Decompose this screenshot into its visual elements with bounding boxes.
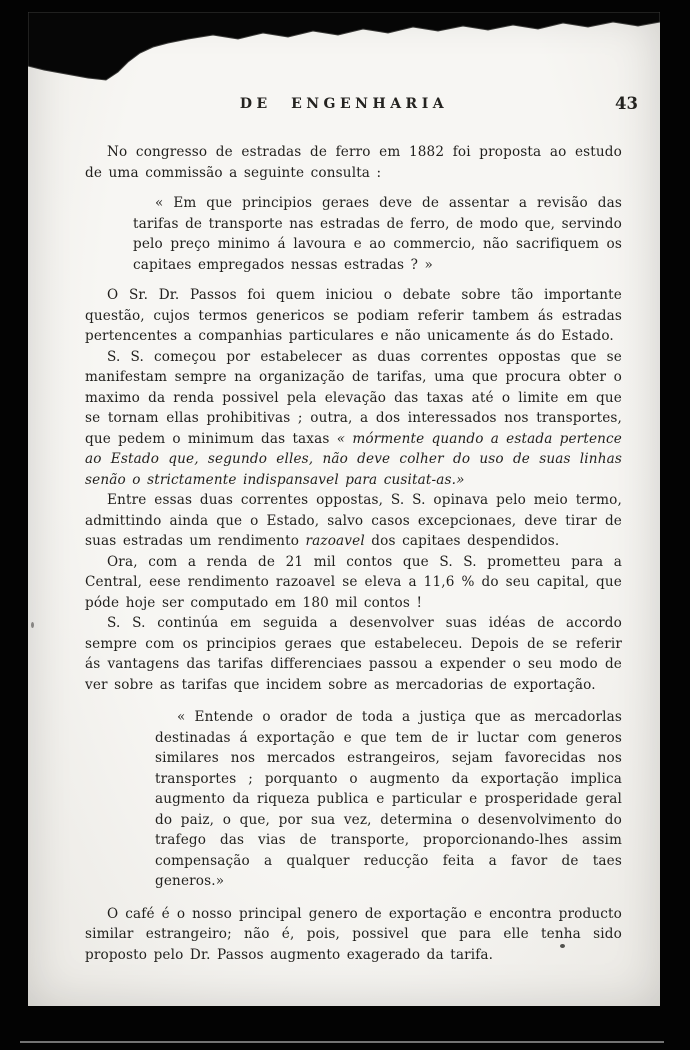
- quote-consulta: « Em que principios geraes deve de assentar a revisão das tarifas de transporte nas estradas de ferro, de modo que, servindo pelo preço minimo á lavoura e ao commercio, não sacrifiquem os capitaes empregados nessas estradas ? »: [133, 195, 622, 273]
- text-segment: dos capitaes despendidos.: [364, 533, 560, 549]
- scan-speck: [560, 944, 565, 948]
- paragraph-dr-passos: O Sr. Dr. Passos foi quem iniciou o debate sobre tão importante questão, cujos termos genericos se podiam referir tambem ás estradas pertencentes a companhias particulares e não unicamente ás do Estado.: [85, 287, 622, 344]
- paragraph-renda: Ora, com a renda de 21 mil contos que S. S. prometteu para a Central, eese rendimento razoavel se eleva a 11,6 % do seu capital, que póde hoje ser computado em 180 mil contos !: [85, 553, 622, 611]
- text-segment-italic: razoavel: [305, 533, 365, 549]
- paragraph-congresso: No congresso de estradas de ferro em 1882 foi proposta ao estudo de uma commissão a seguinte consulta :: [85, 144, 622, 181]
- quote-orador: « Entende o orador de toda a justiça que as mercadorlas destinadas á exportação e que tem de ir luctar com generos similares nos mercados estrangeiros, sejam favorecidas nos transportes ; porquanto o augmento da exportação implica augmento da riqueza publica e particular e prosperidade geral do paiz, o que, por sua vez, determina o desenvolvimento do trafego das vias de transporte, proporcionando-lhes assim compensação a qualquer reducção feita a favor de taes generos.»: [155, 709, 622, 889]
- page-header: [28, 96, 660, 118]
- text-segment-italic: « mórmente quando a estada pertence ao Estado que, segundo elles, não deve colher do uso de suas linhas senão o strictamente indispansavel para cusitat-as.»: [85, 430, 623, 488]
- text-segment: S. S. começou por estabelecer as duas correntes oppostas que se manifestam sempre na organização de tarifas, uma que procura obter o maximo da renda possivel pela elevação das taxas até o limite em que se tornam ellas prohibitivas ; outra, a dos interessados nos transportes, que pedem o minimum das taxas: [85, 348, 622, 447]
- scan-speck: [31, 622, 34, 628]
- journal-title: DE ENGENHARIA: [239, 96, 449, 112]
- paragraph-ideias: S. S. continúa em seguida a desenvolver suas idéas de accordo sempre com os principios geraes que estabeleceu. Depois de se referir ás vantagens das tarifas differenciaes passou a expender o seu modo de ver sobre as tarifas que incidem sobre as mercadorias de exportação.: [85, 615, 622, 693]
- paragraph-correntes: [85, 347, 622, 491]
- paragraph-cafe: O café é o nosso principal genero de exportação e encontra producto similar estrangeiro; não é, pois, possivel que para elle tenha sido proposto pelo Dr. Passos augmento exagerado da tarifa.: [85, 905, 622, 963]
- document-body: [85, 142, 622, 965]
- text-segment: Entre essas duas correntes oppostas, S. S. opinava pelo meio termo, admittindo ainda que o Estado, salvo casos excepcionaes, deve tirar de suas estradas um rendimento: [85, 492, 622, 549]
- paragraph-meio-termo: [85, 490, 622, 552]
- page-number: 43: [615, 94, 638, 113]
- document-page: [28, 12, 660, 1006]
- scan-bottom-line: [20, 1041, 664, 1043]
- torn-paper-edge: [28, 12, 660, 82]
